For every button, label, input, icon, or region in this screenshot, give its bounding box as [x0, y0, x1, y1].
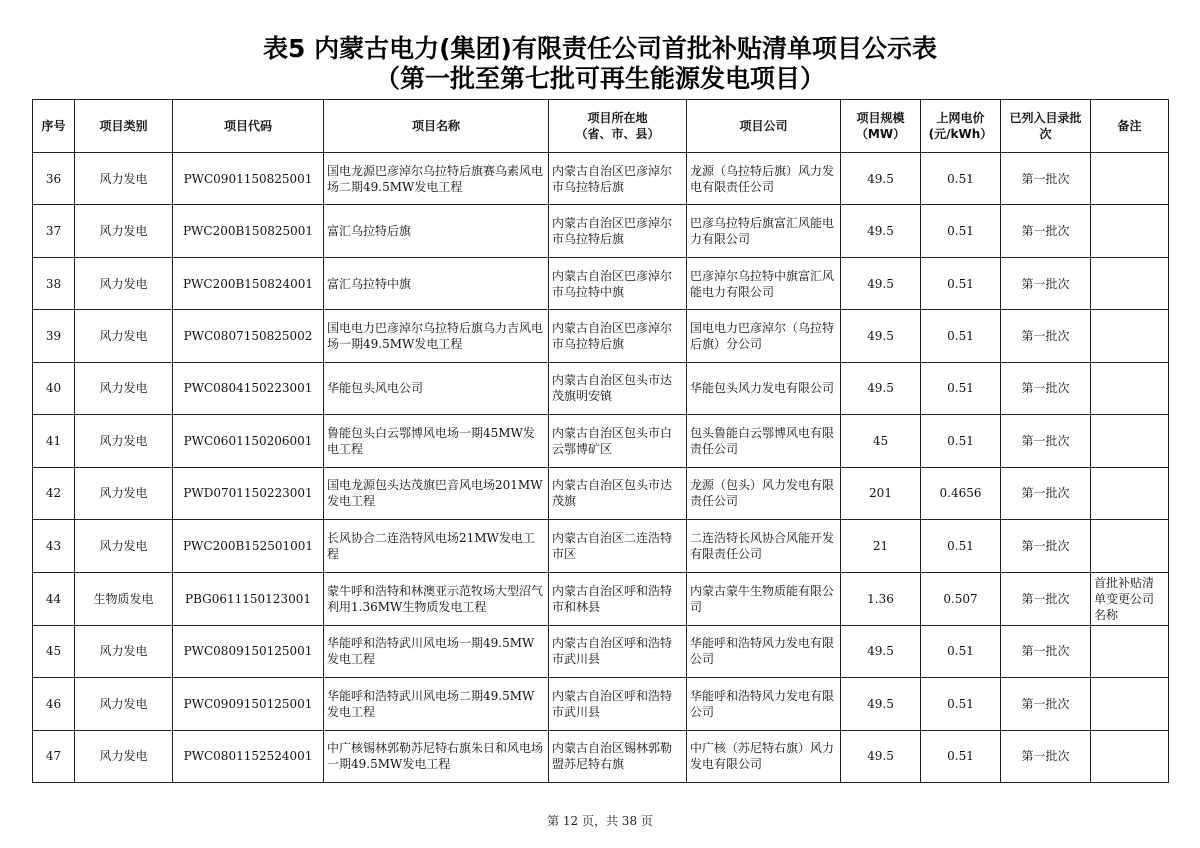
- cell-batch: 第一批次: [1001, 310, 1091, 362]
- title-line-2: （第一批至第七批可再生能源发电项目）: [374, 64, 825, 93]
- cell-code: PWC0901150825001: [173, 153, 324, 205]
- cell-category: 风力发电: [75, 415, 173, 467]
- cell-remark: [1091, 730, 1169, 782]
- cell-category: 风力发电: [75, 205, 173, 257]
- cell-category: 风力发电: [75, 730, 173, 782]
- column-header-scale: 项目规模 （MW）: [841, 100, 921, 153]
- cell-location: 内蒙古自治区呼和浩特市和林县: [549, 572, 687, 625]
- cell-category: 生物质发电: [75, 572, 173, 625]
- cell-category: 风力发电: [75, 467, 173, 519]
- cell-scale: 49.5: [841, 153, 921, 205]
- cell-code: PWD0701150223001: [173, 467, 324, 519]
- cell-seq: 41: [33, 415, 75, 467]
- cell-remark: 首批补贴清单变更公司名称: [1091, 572, 1169, 625]
- cell-price: 0.4656: [921, 467, 1001, 519]
- cell-scale: 49.5: [841, 730, 921, 782]
- cell-company: 巴彦淖尔乌拉特中旗富汇风能电力有限公司: [687, 257, 841, 309]
- cell-scale: 49.5: [841, 362, 921, 414]
- cell-company: 二连浩特长风协合风能开发有限责任公司: [687, 520, 841, 572]
- title-line-1: 表5 内蒙古电力(集团)有限责任公司首批补贴清单项目公示表: [263, 34, 937, 63]
- cell-price: 0.51: [921, 153, 1001, 205]
- cell-batch: 第一批次: [1001, 415, 1091, 467]
- cell-name: 蒙牛呼和浩特和林澳亚示范牧场大型沼气利用1.36MW生物质发电工程: [324, 572, 549, 625]
- table-row: [33, 678, 1169, 730]
- page-footer: 第 12 页，共 38 页: [547, 814, 653, 828]
- cell-batch: 第一批次: [1001, 678, 1091, 730]
- cell-code: PWC200B150824001: [173, 257, 324, 309]
- column-header-code: 项目代码: [173, 100, 324, 153]
- cell-code: PWC0909150125001: [173, 678, 324, 730]
- document-title: [0, 34, 1200, 94]
- cell-code: PWC0601150206001: [173, 415, 324, 467]
- cell-category: 风力发电: [75, 678, 173, 730]
- cell-code: PWC0804150223001: [173, 362, 324, 414]
- cell-location: 内蒙古自治区锡林郭勒盟苏尼特右旗: [549, 730, 687, 782]
- cell-price: 0.51: [921, 257, 1001, 309]
- column-header-company: 项目公司: [687, 100, 841, 153]
- cell-seq: 45: [33, 625, 75, 677]
- cell-remark: [1091, 625, 1169, 677]
- cell-seq: 43: [33, 520, 75, 572]
- cell-price: 0.51: [921, 730, 1001, 782]
- cell-remark: [1091, 310, 1169, 362]
- column-header-seq: 序号: [33, 100, 75, 153]
- cell-batch: 第一批次: [1001, 153, 1091, 205]
- cell-scale: 49.5: [841, 310, 921, 362]
- cell-price: 0.51: [921, 415, 1001, 467]
- cell-scale: 49.5: [841, 678, 921, 730]
- cell-location: 内蒙古自治区呼和浩特市武川县: [549, 678, 687, 730]
- cell-company: 巴彦乌拉特后旗富汇风能电力有限公司: [687, 205, 841, 257]
- cell-price: 0.51: [921, 205, 1001, 257]
- table-row: [33, 467, 1169, 519]
- cell-batch: 第一批次: [1001, 362, 1091, 414]
- table-row: [33, 205, 1169, 257]
- cell-location: 内蒙古自治区巴彦淖尔市乌拉特后旗: [549, 205, 687, 257]
- cell-location: 内蒙古自治区包头市达茂旗明安镇: [549, 362, 687, 414]
- cell-location: 内蒙古自治区包头市达茂旗: [549, 467, 687, 519]
- cell-location: 内蒙古自治区巴彦淖尔市乌拉特后旗: [549, 310, 687, 362]
- cell-code: PWC0801152524001: [173, 730, 324, 782]
- cell-batch: 第一批次: [1001, 205, 1091, 257]
- cell-remark: [1091, 520, 1169, 572]
- cell-location: 内蒙古自治区巴彦淖尔市乌拉特中旗: [549, 257, 687, 309]
- cell-name: 鲁能包头白云鄂博风电场一期45MW发电工程: [324, 415, 549, 467]
- cell-remark: [1091, 257, 1169, 309]
- cell-seq: 39: [33, 310, 75, 362]
- table-row: [33, 730, 1169, 782]
- cell-seq: 47: [33, 730, 75, 782]
- cell-batch: 第一批次: [1001, 730, 1091, 782]
- cell-name: 中广核锡林郭勒苏尼特右旗朱日和风电场一期49.5MW发电工程: [324, 730, 549, 782]
- cell-price: 0.51: [921, 362, 1001, 414]
- cell-company: 国电电力巴彦淖尔（乌拉特后旗）分公司: [687, 310, 841, 362]
- cell-seq: 37: [33, 205, 75, 257]
- cell-company: 中广核（苏尼特右旗）风力发电有限公司: [687, 730, 841, 782]
- cell-price: 0.51: [921, 310, 1001, 362]
- header-row: [33, 100, 1169, 153]
- cell-name: 国电龙源包头达茂旗巴音风电场201MW发电工程: [324, 467, 549, 519]
- table-row: [33, 415, 1169, 467]
- cell-name: 国电电力巴彦淖尔乌拉特后旗乌力吉风电场一期49.5MW发电工程: [324, 310, 549, 362]
- cell-code: PWC0807150825002: [173, 310, 324, 362]
- cell-code: PWC200B150825001: [173, 205, 324, 257]
- cell-seq: 36: [33, 153, 75, 205]
- cell-category: 风力发电: [75, 625, 173, 677]
- cell-scale: 49.5: [841, 625, 921, 677]
- cell-name: 富汇乌拉特中旗: [324, 257, 549, 309]
- cell-code: PWC200B152501001: [173, 520, 324, 572]
- cell-remark: [1091, 678, 1169, 730]
- cell-company: 华能包头风力发电有限公司: [687, 362, 841, 414]
- column-header-location: 项目所在地 （省、市、县）: [549, 100, 687, 153]
- cell-category: 风力发电: [75, 153, 173, 205]
- cell-location: 内蒙古自治区呼和浩特市武川县: [549, 625, 687, 677]
- cell-company: 内蒙古蒙牛生物质能有限公司: [687, 572, 841, 625]
- column-header-category: 项目类别: [75, 100, 173, 153]
- cell-location: 内蒙古自治区巴彦淖尔市乌拉特后旗: [549, 153, 687, 205]
- cell-batch: 第一批次: [1001, 625, 1091, 677]
- cell-name: 华能呼和浩特武川风电场一期49.5MW发电工程: [324, 625, 549, 677]
- cell-category: 风力发电: [75, 362, 173, 414]
- table-row: [33, 362, 1169, 414]
- cell-price: 0.51: [921, 520, 1001, 572]
- cell-remark: [1091, 467, 1169, 519]
- cell-code: PWC0809150125001: [173, 625, 324, 677]
- cell-seq: 38: [33, 257, 75, 309]
- cell-name: 华能呼和浩特武川风电场二期49.5MW发电工程: [324, 678, 549, 730]
- table-row: [33, 310, 1169, 362]
- cell-remark: [1091, 415, 1169, 467]
- cell-company: 华能呼和浩特风力发电有限公司: [687, 678, 841, 730]
- cell-category: 风力发电: [75, 310, 173, 362]
- cell-category: 风力发电: [75, 257, 173, 309]
- table-row: [33, 572, 1169, 625]
- column-header-batch: 已列入目录批次: [1001, 100, 1091, 153]
- cell-name: 长风协合二连浩特风电场21MW发电工程: [324, 520, 549, 572]
- cell-price: 0.507: [921, 572, 1001, 625]
- cell-seq: 46: [33, 678, 75, 730]
- cell-remark: [1091, 205, 1169, 257]
- column-header-name: 项目名称: [324, 100, 549, 153]
- cell-location: 内蒙古自治区包头市白云鄂博矿区: [549, 415, 687, 467]
- cell-scale: 49.5: [841, 257, 921, 309]
- cell-price: 0.51: [921, 678, 1001, 730]
- column-header-price: 上网电价 (元/kWh）: [921, 100, 1001, 153]
- cell-name: 华能包头风电公司: [324, 362, 549, 414]
- cell-scale: 45: [841, 415, 921, 467]
- cell-company: 龙源（乌拉特后旗）风力发电有限责任公司: [687, 153, 841, 205]
- cell-batch: 第一批次: [1001, 520, 1091, 572]
- cell-scale: 201: [841, 467, 921, 519]
- cell-price: 0.51: [921, 625, 1001, 677]
- cell-code: PBG0611150123001: [173, 572, 324, 625]
- cell-batch: 第一批次: [1001, 467, 1091, 519]
- table-body: [33, 153, 1169, 783]
- column-header-remark: 备注: [1091, 100, 1169, 153]
- cell-company: 包头鲁能白云鄂博风电有限责任公司: [687, 415, 841, 467]
- table-row: [33, 625, 1169, 677]
- cell-scale: 21: [841, 520, 921, 572]
- cell-seq: 40: [33, 362, 75, 414]
- cell-category: 风力发电: [75, 520, 173, 572]
- cell-remark: [1091, 153, 1169, 205]
- cell-seq: 44: [33, 572, 75, 625]
- cell-seq: 42: [33, 467, 75, 519]
- table-row: [33, 520, 1169, 572]
- cell-name: 国电龙源巴彦淖尔乌拉特后旗赛乌素风电场二期49.5MW发电工程: [324, 153, 549, 205]
- cell-scale: 1.36: [841, 572, 921, 625]
- cell-company: 龙源（包头）风力发电有限责任公司: [687, 467, 841, 519]
- table-row: [33, 257, 1169, 309]
- cell-batch: 第一批次: [1001, 572, 1091, 625]
- cell-scale: 49.5: [841, 205, 921, 257]
- cell-remark: [1091, 362, 1169, 414]
- cell-name: 富汇乌拉特后旗: [324, 205, 549, 257]
- cell-batch: 第一批次: [1001, 257, 1091, 309]
- cell-company: 华能呼和浩特风力发电有限公司: [687, 625, 841, 677]
- cell-location: 内蒙古自治区二连浩特市区: [549, 520, 687, 572]
- table-row: [33, 153, 1169, 205]
- subsidy-project-table: [32, 99, 1169, 783]
